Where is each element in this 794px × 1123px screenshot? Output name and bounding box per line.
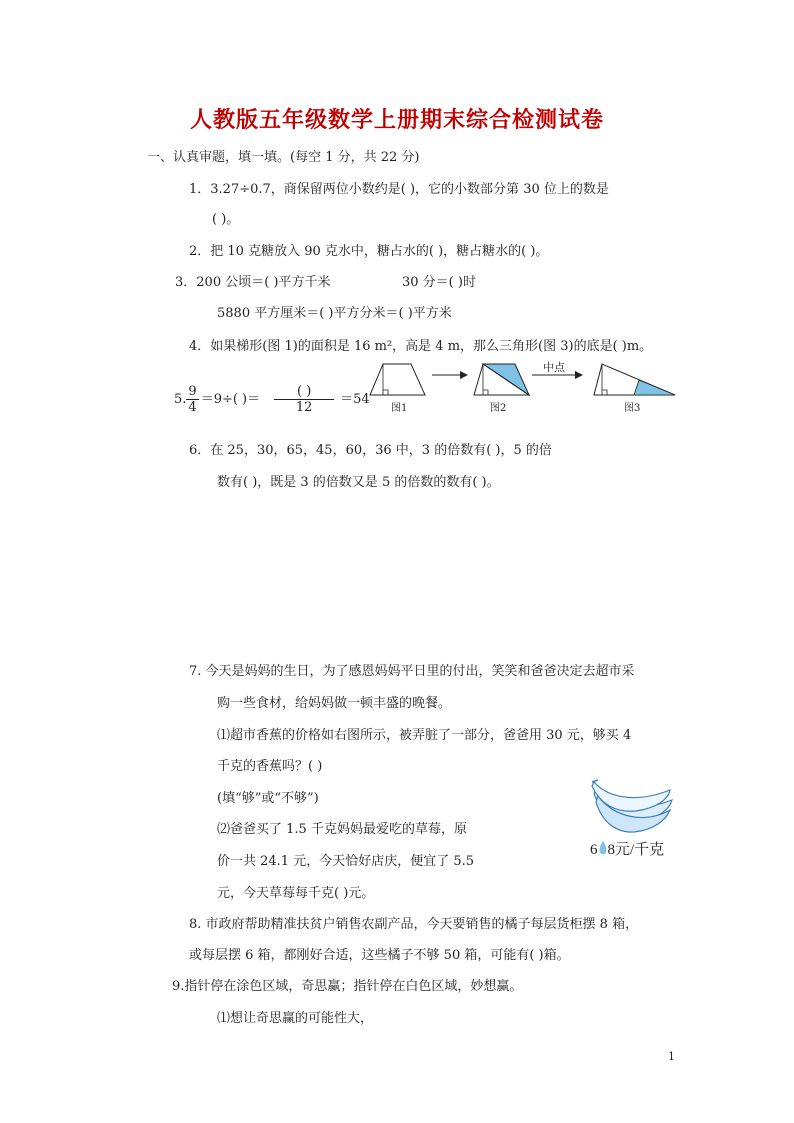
- fraction-2: [274, 384, 334, 415]
- question-9-line-2: ⑴想让奇思赢的可能性大，: [217, 1011, 374, 1026]
- page-number: 1: [668, 1050, 675, 1063]
- fraction-2-denominator: 12: [295, 400, 313, 415]
- question-7-part-2-line-3: 元，今天草莓每千克( )元。: [217, 886, 375, 901]
- question-7-line-2: 购一些食材，给妈妈做一顿丰盛的晚餐。: [217, 696, 452, 711]
- question-9-line-1: 9.指针停在涂色区域，奇思赢；指针停在白色区域，妙想赢。: [172, 979, 523, 994]
- fraction-1-denominator: 4: [188, 400, 197, 415]
- question-3-line-2: 5880 平方厘米＝( )平方分米＝( )平方米: [217, 306, 452, 321]
- price-digit-right: 8元/千克: [607, 842, 665, 858]
- banana-price-tag: [590, 838, 664, 859]
- question-7-line-1: 7. 今天是妈妈的生日，为了感恩妈妈平日里的付出，笑笑和爸爸决定去超市采: [189, 664, 635, 679]
- figure-3-triangle: [594, 364, 675, 395]
- figure-2-trapezoid-split: [474, 364, 529, 395]
- figure-1-trapezoid: [370, 364, 425, 395]
- question-7-part-1-line-2: 千克的香蕉吗？( ): [217, 759, 323, 774]
- question-7-part-2-line-1: ⑵爸爸买了 1.5 千克妈妈最爱吃的草莓，原: [217, 822, 467, 837]
- question-1-line-1: 1．3.27÷0.7，商保留两位小数约是( )，它的小数部分第 30 位上的数是: [189, 182, 609, 197]
- banana-icon: [590, 778, 676, 836]
- question-7-part-1-line-1: ⑴超市香蕉的价格如右图所示，被弄脏了一部分，爸爸用 30 元，够买 4: [217, 728, 632, 743]
- question-8-line-1: 8. 市政府帮助精准扶贫户销售农副产品，今天要销售的橘子每层货柜摆 8 箱，: [189, 917, 639, 932]
- question-5-equation-1: ＝9÷( )＝: [200, 392, 261, 407]
- question-3-line-1b: 30 分＝( )时: [402, 275, 476, 290]
- question-2: 2．把 10 克糖放入 90 克水中，糖占水的( )，糖占糖水的( )。: [189, 244, 549, 259]
- question-8-line-2: 或每层摆 6 箱，都刚好合适，这些橘子不够 50 箱，可能有( )箱。: [189, 948, 570, 963]
- question-4: 4．如果梯形(图 1)的面积是 16 m²，高是 4 m，那么三角形(图 3)的底是( )m。: [189, 339, 653, 354]
- page-title: 人教版五年级数学上册期末综合检测试卷: [189, 107, 604, 133]
- question-5: [174, 384, 370, 415]
- question-5-equation-2: ＝54: [340, 392, 370, 407]
- question-7-part-1-line-3: (填“够”或“不够”): [217, 791, 319, 806]
- question-1-line-2: ( )。: [212, 212, 240, 227]
- question-3-line-1a: 3．200 公顷＝( )平方千米: [175, 275, 331, 290]
- price-digit-left: 6: [590, 842, 598, 858]
- fraction-2-numerator: ( ): [274, 384, 334, 400]
- figure-3-label: 图3: [624, 403, 641, 414]
- question-6-line-1: 6．在 25，30，65，45，60，36 中，3 的倍数有( )，5 的倍: [189, 443, 552, 458]
- midpoint-label: 中点: [543, 361, 565, 374]
- question-7-part-2-line-2: 价一共 24.1 元，今天恰好店庆，便宜了 5.5: [217, 854, 475, 869]
- figure-1-label: 图1: [391, 403, 408, 414]
- question-6-line-2: 数有( )，既是 3 的倍数又是 5 的倍数的数有( )。: [217, 475, 500, 490]
- section-header: 一、认真审题，填一填。(每空 1 分，共 22 分): [147, 150, 420, 165]
- figure-2-label: 图2: [490, 403, 507, 414]
- fraction-1: [186, 384, 198, 415]
- smudge-icon: [599, 841, 607, 855]
- question-5-label: 5.: [174, 392, 187, 407]
- fraction-1-numerator: 9: [188, 384, 197, 399]
